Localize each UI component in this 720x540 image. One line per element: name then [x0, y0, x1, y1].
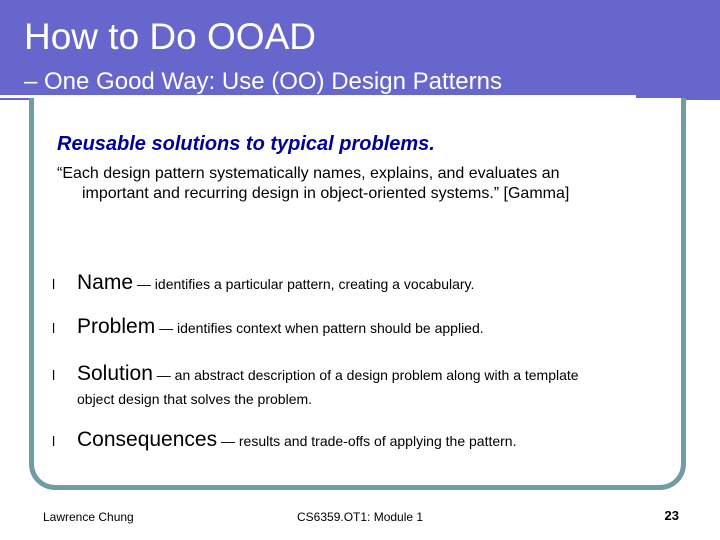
slide-title: How to Do OOAD: [24, 16, 316, 57]
list-item-name: [77, 271, 474, 295]
list-item-consequences: [77, 428, 516, 452]
slide-subtitle: – One Good Way: Use (OO) Design Patterns: [24, 68, 502, 95]
item-term: Consequences: [77, 428, 218, 451]
list-item-solution: [77, 362, 579, 386]
tagline: Reusable solutions to typical problems.: [57, 133, 435, 155]
footer-author: Lawrence Chung: [43, 510, 134, 524]
bullet-icon: l: [52, 433, 56, 449]
quote-line-1: “Each design pattern systematically names, explains, and evaluates an: [57, 165, 560, 182]
gamma-quote: [57, 164, 657, 204]
item-desc-continuation: object design that solves the problem.: [77, 391, 313, 407]
slide-header: [0, 0, 720, 100]
bullet-icon: l: [52, 367, 56, 383]
item-desc: — an abstract description of a design problem along with a template: [152, 367, 579, 383]
item-term: Problem: [77, 315, 156, 338]
bullet-icon: l: [52, 276, 56, 292]
bullet-icon: l: [52, 320, 56, 336]
item-desc: — identifies context when pattern should be applied.: [155, 320, 484, 336]
item-desc: — results and trade-offs of applying the pattern.: [217, 433, 517, 449]
list-item-problem: [77, 315, 484, 339]
item-term: Solution: [77, 362, 153, 385]
footer-course: CS6359.OT1: Module 1: [297, 510, 424, 524]
item-desc: — identifies a particular pattern, creating a vocabulary.: [133, 276, 475, 292]
quote-line-2: important and recurring design in object-oriented systems.” [Gamma]: [82, 185, 570, 202]
page-number: 23: [664, 508, 679, 523]
item-term: Name: [77, 271, 134, 294]
